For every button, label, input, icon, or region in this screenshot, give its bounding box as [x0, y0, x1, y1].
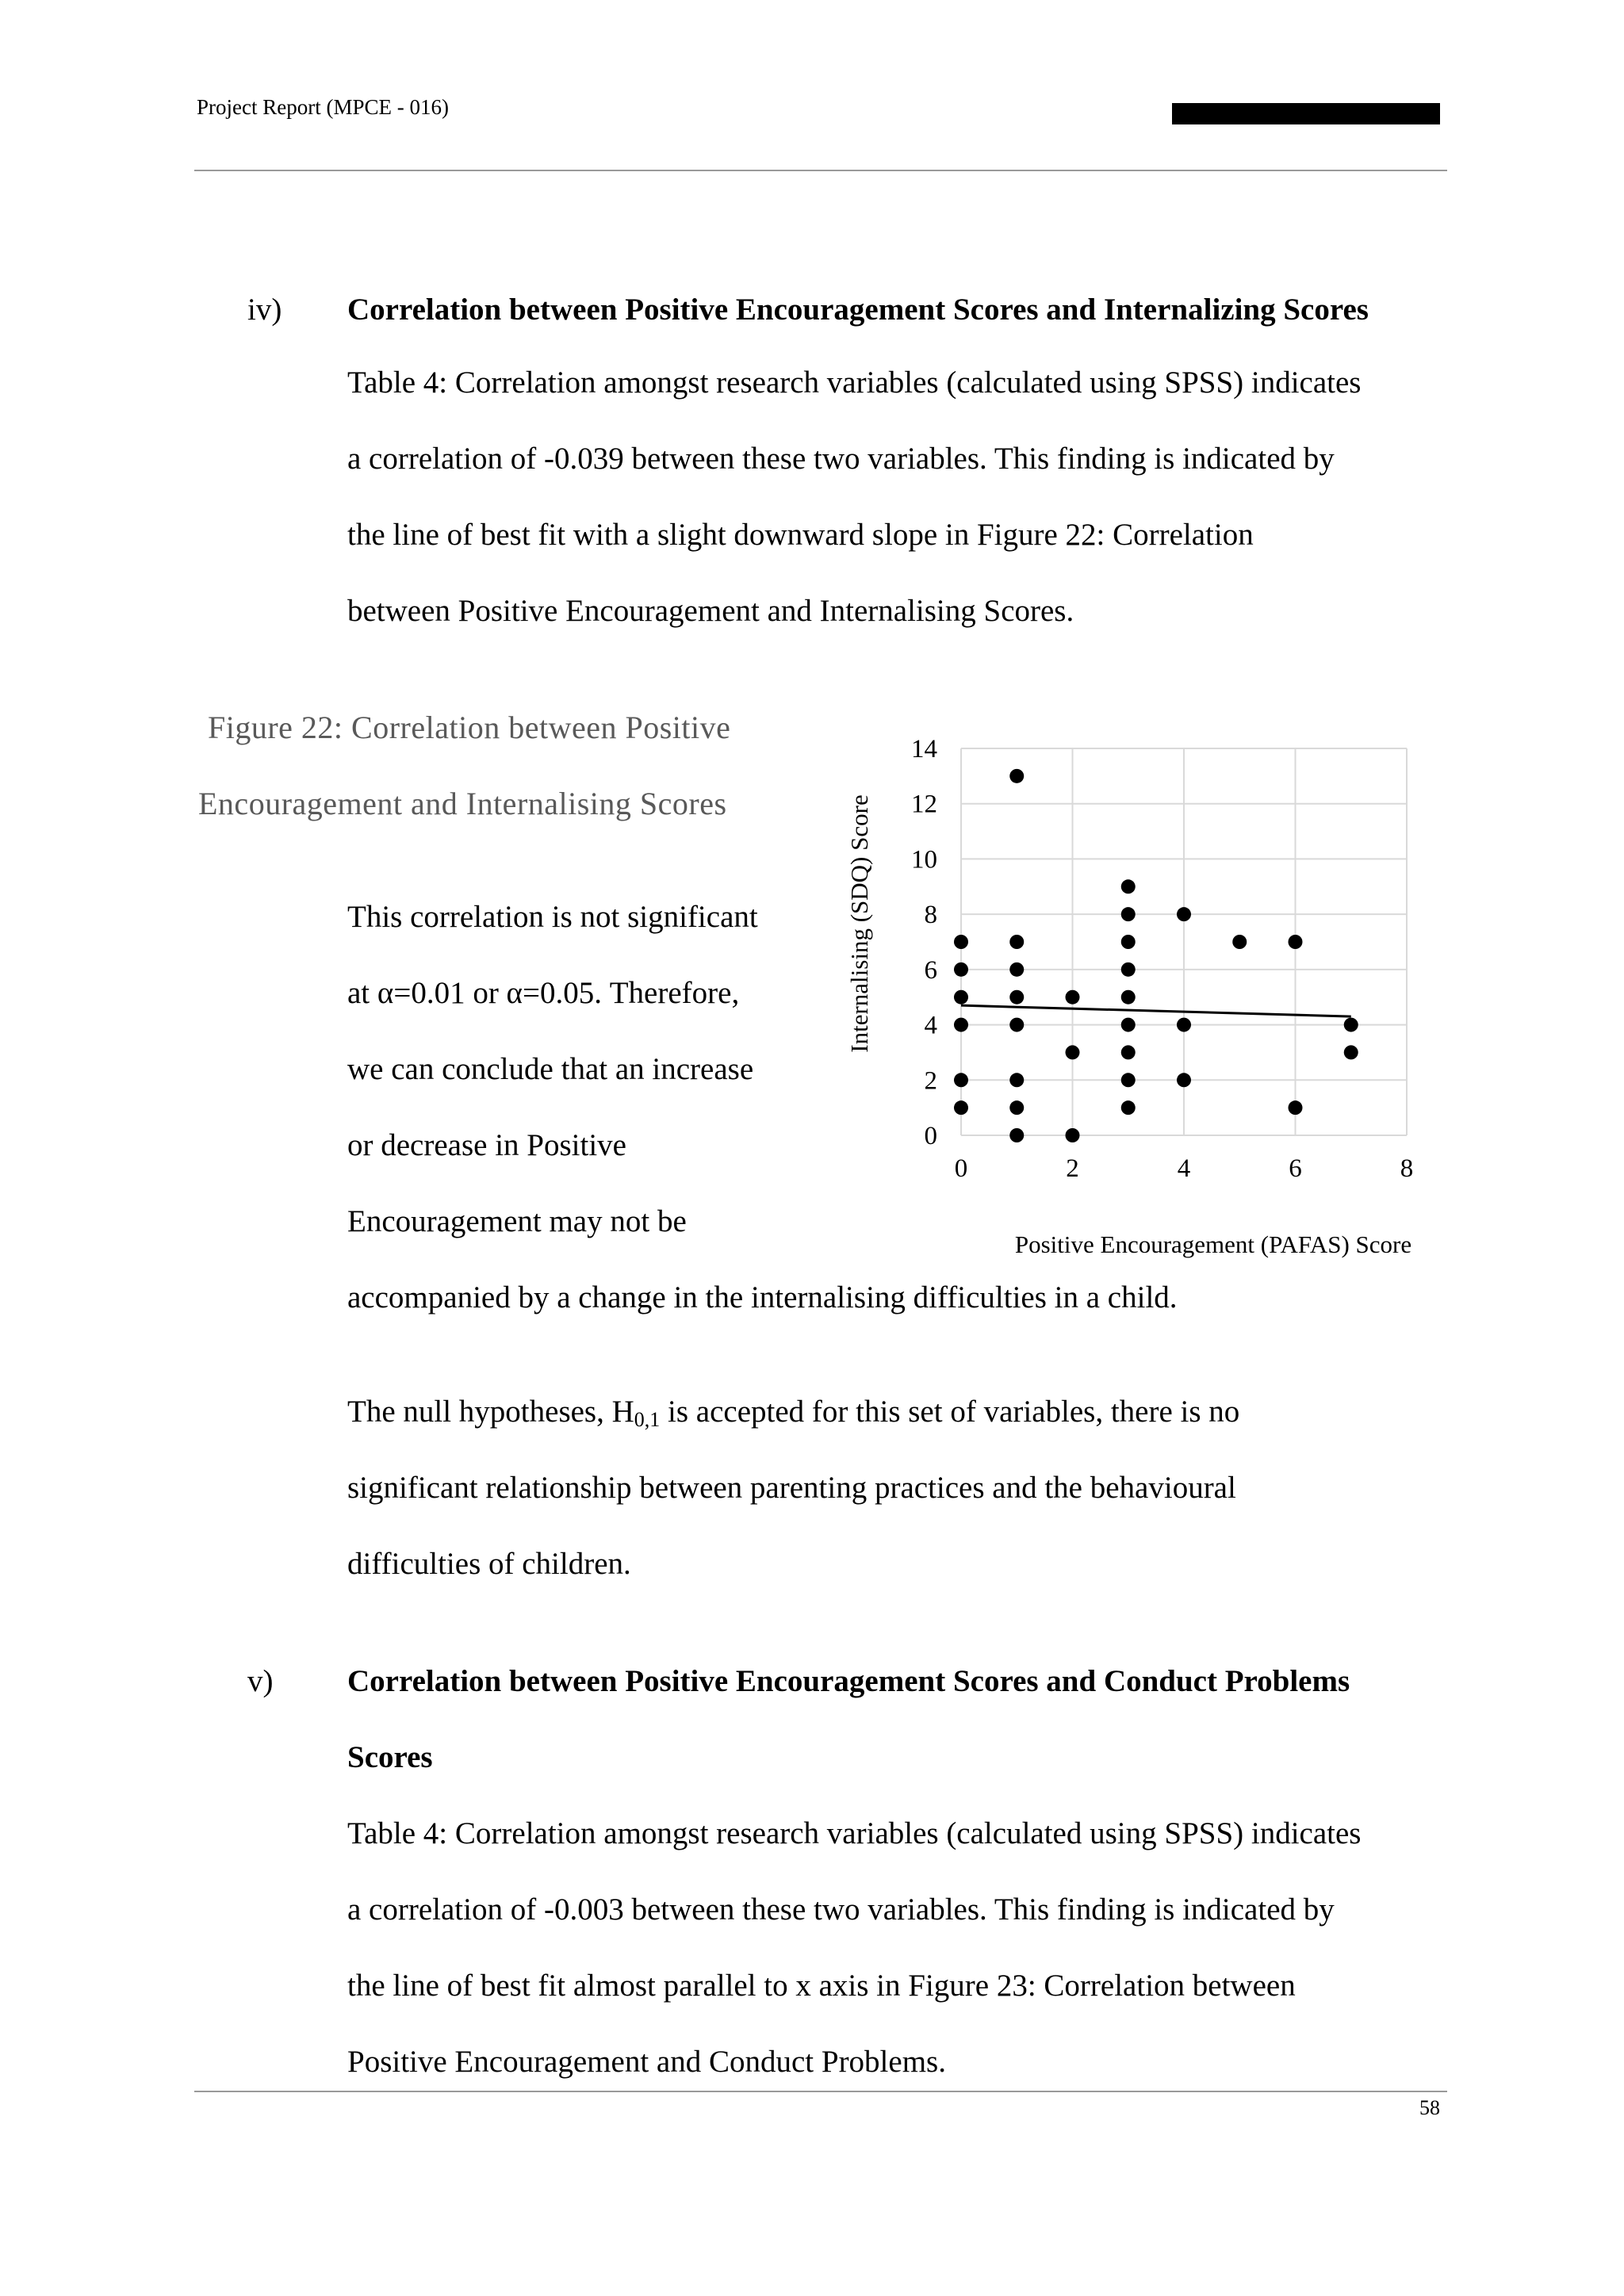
- x-tick-label-2: 2: [1066, 1154, 1079, 1183]
- trendline: [961, 1005, 1351, 1016]
- data-point-30: [1289, 1100, 1303, 1115]
- significance-line-1: This correlation is not significant: [347, 900, 758, 934]
- significance-line-6: accompanied by a change in the internalising difficulties in a child.: [347, 1280, 1178, 1314]
- data-point-14: [1066, 1128, 1080, 1142]
- y-tick-label-14: 14: [911, 735, 937, 763]
- null-hypothesis-text-a: The null hypotheses, H: [347, 1395, 634, 1429]
- y-tick-label-4: 4: [924, 1011, 937, 1040]
- data-point-5: [954, 935, 968, 949]
- data-point-18: [1121, 1073, 1136, 1087]
- data-point-32: [1344, 1045, 1358, 1059]
- data-point-20: [1121, 1018, 1136, 1032]
- x-tick-label-8: 8: [1400, 1154, 1414, 1183]
- data-point-27: [1177, 1018, 1191, 1032]
- data-point-12: [1009, 935, 1024, 949]
- data-point-7: [1009, 1100, 1024, 1115]
- section-iv-para-line-1: Table 4: Correlation amongst research variables (calculated using SPSS) indicates: [347, 365, 1362, 400]
- x-tick-label-0: 0: [954, 1154, 968, 1183]
- figure-caption-line-1: Figure 22: Correlation between Positive: [208, 710, 731, 745]
- data-point-17: [1121, 1100, 1136, 1115]
- y-tick-label-2: 2: [924, 1066, 937, 1096]
- section-v-heading-line-2: Scores: [347, 1740, 433, 1774]
- data-point-15: [1066, 1045, 1080, 1059]
- y-axis-label: Internalising (SDQ) Score: [845, 794, 873, 1053]
- chart-tick-labels: [911, 735, 1413, 1183]
- data-point-33: [1344, 1018, 1358, 1032]
- section-iv-numeral: iv): [247, 293, 282, 327]
- figure-caption-line-2: Encouragement and Internalising Scores: [198, 786, 727, 821]
- section-v-para-line-2: a correlation of -0.003 between these two variables. This finding is indicated by: [347, 1892, 1335, 1927]
- data-point-6: [1009, 1128, 1024, 1142]
- data-point-19: [1121, 1045, 1136, 1059]
- null-hypothesis-line-3: difficulties of children.: [347, 1547, 631, 1581]
- data-point-31: [1289, 935, 1303, 949]
- y-tick-label-6: 6: [924, 955, 937, 985]
- section-v-para-line-3: the line of best fit almost parallel to x axis in Figure 23: Correlation between: [347, 1969, 1296, 2003]
- null-hypothesis-subscript: 0,1: [634, 1408, 661, 1431]
- scatter-chart: [793, 714, 1475, 1284]
- null-hypothesis-line-1: [347, 1394, 1239, 1432]
- data-point-3: [954, 990, 968, 1004]
- redacted-name-bar: [1172, 103, 1440, 124]
- x-tick-label-6: 6: [1289, 1154, 1302, 1183]
- data-point-26: [1177, 1073, 1191, 1087]
- y-tick-label-0: 0: [924, 1122, 937, 1150]
- data-point-2: [954, 1018, 968, 1032]
- data-point-23: [1121, 935, 1136, 949]
- data-point-11: [1009, 962, 1024, 977]
- data-point-28: [1177, 907, 1191, 921]
- data-point-8: [1009, 1073, 1024, 1087]
- section-iv-para-line-4: between Positive Encouragement and Internalising Scores.: [347, 594, 1074, 628]
- y-tick-label-12: 12: [911, 790, 937, 819]
- significance-line-5: Encouragement may not be: [347, 1204, 687, 1238]
- data-point-0: [954, 1100, 968, 1115]
- significance-line-2: at α=0.01 or α=0.05. Therefore,: [347, 976, 740, 1010]
- header-divider: [194, 170, 1447, 171]
- significance-line-4: or decrease in Positive: [347, 1128, 626, 1162]
- data-point-25: [1121, 879, 1136, 894]
- data-point-9: [1009, 1018, 1024, 1032]
- data-point-10: [1009, 990, 1024, 1004]
- data-point-16: [1066, 990, 1080, 1004]
- x-tick-label-4: 4: [1177, 1154, 1191, 1183]
- data-point-13: [1009, 769, 1024, 783]
- null-hypothesis-text-b: is accepted for this set of variables, there is no: [660, 1395, 1240, 1429]
- data-point-1: [954, 1073, 968, 1087]
- significance-line-3: we can conclude that an increase: [347, 1052, 754, 1086]
- section-iv-heading: Correlation between Positive Encouragement Scores and Internalizing Scores: [347, 293, 1369, 327]
- section-v-numeral: v): [247, 1664, 274, 1698]
- x-axis-label: Positive Encouragement (PAFAS) Score: [1014, 1230, 1412, 1258]
- section-v-para-line-1: Table 4: Correlation amongst research variables (calculated using SPSS) indicates: [347, 1816, 1362, 1850]
- y-tick-label-8: 8: [924, 901, 937, 930]
- y-tick-label-10: 10: [911, 845, 937, 874]
- data-point-29: [1232, 935, 1247, 949]
- data-point-24: [1121, 907, 1136, 921]
- data-point-4: [954, 962, 968, 977]
- footer-divider: [194, 2091, 1447, 2092]
- page-number: 58: [1419, 2096, 1440, 2119]
- section-v-para-line-4: Positive Encouragement and Conduct Problems.: [347, 2045, 946, 2079]
- section-iv-para-line-3: the line of best fit with a slight downward slope in Figure 22: Correlation: [347, 518, 1254, 552]
- chart-points: [954, 769, 1358, 1142]
- data-point-21: [1121, 990, 1136, 1004]
- section-v-heading-line-1: Correlation between Positive Encouragement Scores and Conduct Problems: [347, 1664, 1350, 1698]
- data-point-22: [1121, 962, 1136, 977]
- null-hypothesis-line-2: significant relationship between parenting practices and the behavioural: [347, 1471, 1236, 1505]
- section-iv-para-line-2: a correlation of -0.039 between these two variables. This finding is indicated by: [347, 442, 1335, 476]
- header-title: Project Report (MPCE - 016): [197, 95, 449, 119]
